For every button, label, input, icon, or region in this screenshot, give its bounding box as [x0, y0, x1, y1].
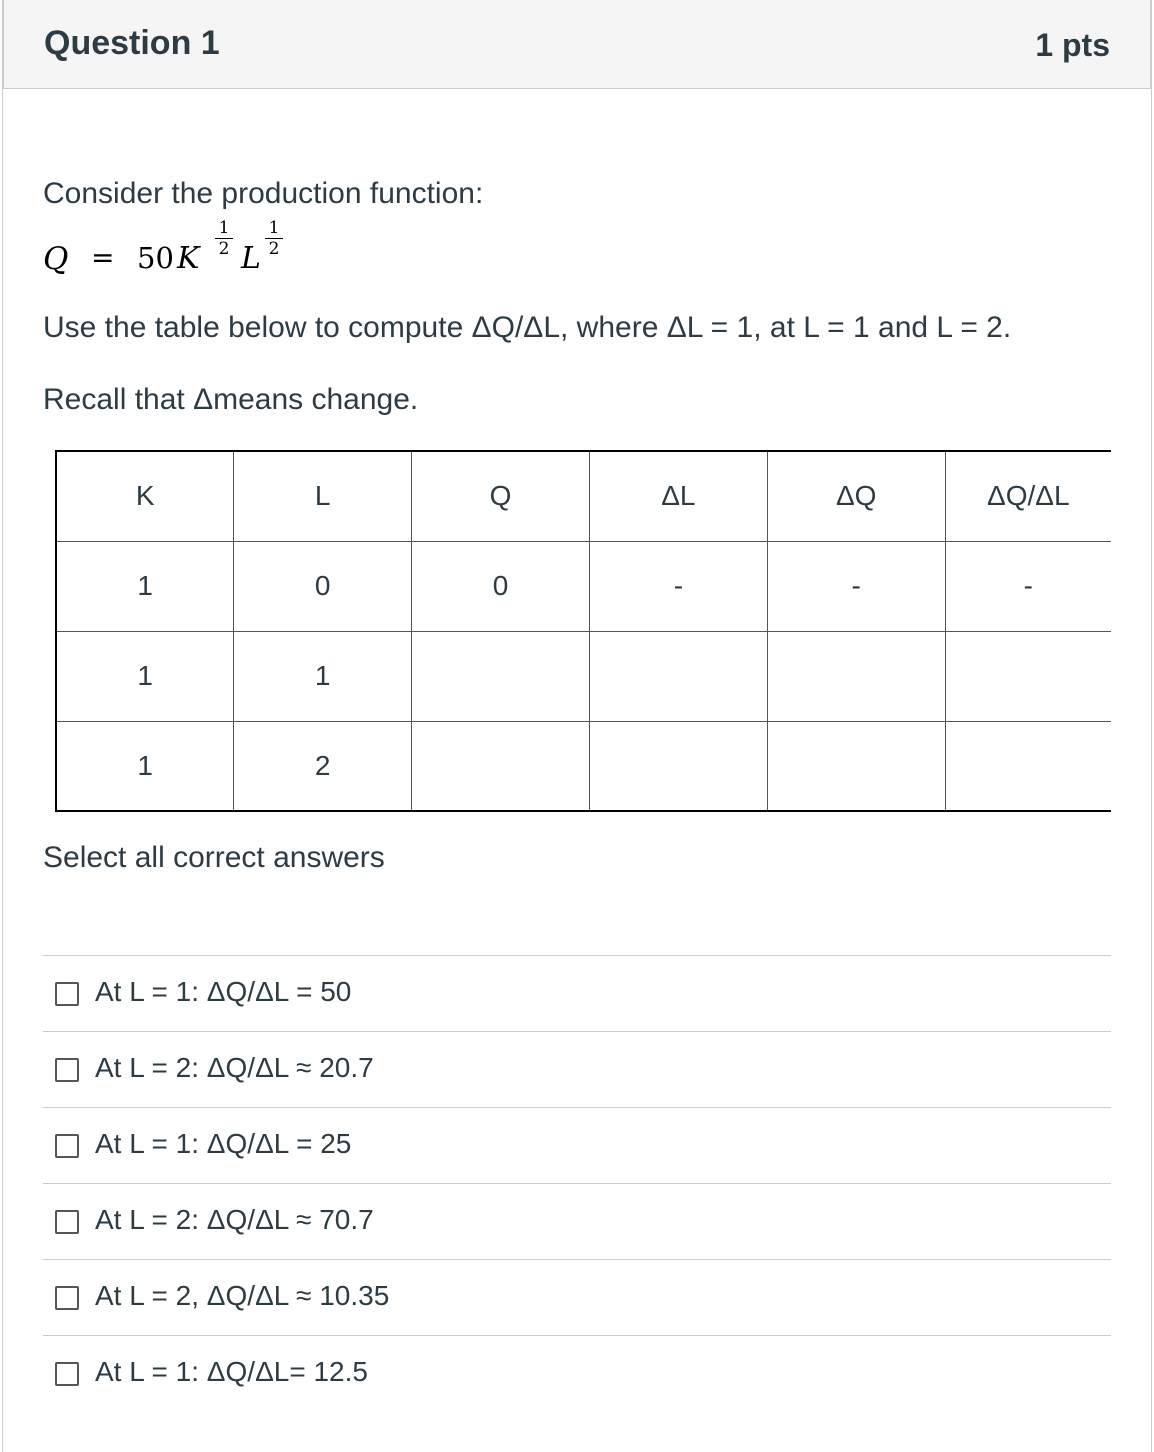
answer-label[interactable]: At L = 1: ΔQ/ΔL = 25: [95, 1128, 352, 1159]
table-cell: [589, 721, 767, 811]
answer-label[interactable]: At L = 1: ΔQ/ΔL = 50: [95, 976, 352, 1007]
formula-lhs: Q: [43, 241, 69, 277]
table-cell: [412, 631, 590, 721]
table-cell: [945, 721, 1111, 811]
table-cell: 1: [234, 631, 412, 721]
answer-option[interactable]: [43, 1335, 1111, 1411]
table-header-cell: ΔQ: [767, 451, 945, 541]
exponent-l: [265, 219, 283, 258]
table-cell: -: [767, 541, 945, 631]
formula-coefficient: 50: [137, 241, 174, 275]
formula-var-k: K: [177, 241, 200, 276]
production-formula: [43, 219, 303, 279]
question-header: [3, 0, 1151, 89]
exponent-k-num: 1: [218, 218, 230, 238]
exponent-l-num: 1: [268, 218, 280, 238]
answer-option[interactable]: [43, 1259, 1111, 1335]
select-all-prompt: Select all correct answers: [43, 841, 385, 874]
table-cell: [767, 631, 945, 721]
table-header-cell: Q: [412, 451, 590, 541]
table-cell: 0: [412, 541, 590, 631]
table-row: [56, 631, 1111, 721]
answer-label[interactable]: At L = 2: ΔQ/ΔL ≈ 20.7: [95, 1052, 374, 1083]
exponent-l-den: 2: [268, 239, 280, 259]
table-cell: 1: [56, 541, 234, 631]
answer-option[interactable]: [43, 1031, 1111, 1107]
question-title: Question 1: [44, 24, 220, 62]
answer-option[interactable]: [43, 1107, 1111, 1183]
table-cell: [767, 721, 945, 811]
answer-label[interactable]: At L = 1: ΔQ/ΔL= 12.5: [95, 1356, 368, 1387]
table-cell: [945, 631, 1111, 721]
table-header-cell: ΔL: [589, 451, 767, 541]
answer-label[interactable]: At L = 2: ΔQ/ΔL ≈ 70.7: [95, 1204, 374, 1235]
answer-checkbox[interactable]: [55, 1134, 79, 1158]
formula-equals: =: [91, 241, 115, 274]
intro-text: Consider the production function:: [43, 177, 484, 210]
answer-option[interactable]: [43, 1183, 1111, 1259]
table-cell: [589, 631, 767, 721]
table-cell: 0: [234, 541, 412, 631]
table-header-cell: ΔQ/ΔL: [945, 451, 1111, 541]
table-cell: [412, 721, 590, 811]
question-card: [2, 0, 1152, 1452]
answer-checkbox[interactable]: [55, 982, 79, 1006]
exponent-k-den: 2: [218, 239, 230, 259]
answer-option[interactable]: [43, 955, 1111, 1031]
exponent-k: [215, 219, 233, 258]
table-cell: 1: [56, 721, 234, 811]
answer-label[interactable]: At L = 2, ΔQ/ΔL ≈ 10.35: [95, 1280, 390, 1311]
table-header-cell: L: [234, 451, 412, 541]
question-points: 1 pts: [1035, 27, 1110, 63]
answer-checkbox[interactable]: [55, 1362, 79, 1386]
production-table: [55, 450, 1111, 812]
table-row: [56, 721, 1111, 811]
table-cell: -: [945, 541, 1111, 631]
table-cell: -: [589, 541, 767, 631]
answer-checkbox[interactable]: [55, 1286, 79, 1310]
table-cell: 1: [56, 631, 234, 721]
answer-checkbox[interactable]: [55, 1058, 79, 1082]
table-cell: 2: [234, 721, 412, 811]
table-header-row: [56, 451, 1111, 541]
table-row: [56, 541, 1111, 631]
recall-text: Recall that Δmeans change.: [43, 383, 419, 416]
instruction-text: Use the table below to compute ΔQ/ΔL, where ΔL = 1, at L = 1 and L = 2.: [43, 311, 1012, 344]
answer-checkbox[interactable]: [55, 1210, 79, 1234]
answer-list: [43, 955, 1111, 1411]
table-header-cell: K: [56, 451, 234, 541]
formula-var-l: L: [241, 241, 261, 276]
